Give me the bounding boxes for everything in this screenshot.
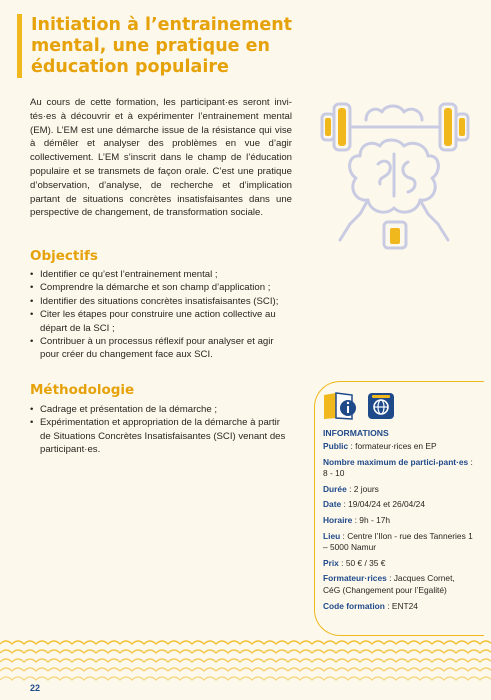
info-row (323, 601, 473, 613)
book-info-icon (322, 391, 362, 421)
brain-barbell-illustration (320, 92, 470, 252)
title-line: éducation populaire (31, 57, 229, 77)
wave-decoration (0, 636, 491, 684)
objectifs-heading: Objectifs (30, 248, 98, 264)
info-label: Code formation (323, 600, 385, 611)
info-list (323, 441, 473, 616)
info-row (323, 499, 473, 511)
list-item: • Citer les étapes pour construire une action collective au départ de la SCI ; (30, 308, 292, 335)
page-title (31, 15, 331, 78)
info-label: Prix (323, 557, 339, 568)
methodologie-heading: Méthodologie (30, 382, 135, 398)
info-label: Lieu (323, 530, 341, 541)
list-item: • Expérimentation et appropriation de la démarche à partir de Situations Concrètes Insatisfaisantes (SCI) venant des participant·es. (30, 416, 292, 456)
title-line: mental, une pratique en (31, 36, 270, 56)
wave-line (0, 659, 491, 662)
list-item: • Identifier des situations concrètes insatisfaisantes (SCI); (30, 295, 292, 308)
title-accent-bar (17, 14, 22, 78)
intro-paragraph: Au cours de cette formation, les participant·es seront invi-tés·es à découvrir et à expérimenter l’entrainement mental (EM). L’EM est une démarche issue de la résistance qui vise à démêler et analyser des problèmes en vue d’agir collectivement. L’EM s’inscrit dans le champ de l’éducation populaire et se transmets de façon orale. C’est une pratique d’observation, d’analyse, de recherche et d’implication partant de situations concrètes insatisfaisantes dans une perspective de changement, de transformation sociale. (30, 97, 292, 219)
info-value: : 2 jours (346, 483, 379, 494)
info-value: : Jacques Cornet, CéG (Changement pour l’Egalité) (323, 573, 455, 595)
info-label: Durée (323, 483, 347, 494)
info-label: Public (323, 441, 349, 451)
info-row (323, 573, 473, 596)
wave-line (0, 641, 491, 644)
info-value: : 8 - 10 (323, 456, 473, 479)
info-label: Horaire (323, 514, 353, 525)
list-item: • Identifier ce qu’est l’entrainement mental ; (30, 268, 292, 281)
info-value: : 19/04/24 et 26/04/24 (341, 499, 425, 510)
info-value: : Centre l’Ilon - rue des Tanneries 1 – 5000 Namur (323, 530, 473, 553)
info-value: : formateur·rices en EP (348, 441, 437, 451)
info-row (323, 457, 473, 480)
wave-line (0, 677, 491, 680)
info-row (323, 441, 473, 453)
info-row (323, 558, 473, 570)
info-value: : 9h - 17h (352, 514, 391, 525)
info-row (323, 531, 473, 554)
list-item: • Contribuer à un processus réflexif pour analyser et agir pour créer du changement face aux SCI. (30, 335, 292, 362)
info-heading: INFORMATIONS (323, 428, 389, 438)
globe-web-icon (366, 391, 396, 421)
objectifs-list (30, 268, 292, 362)
title-line: Initiation à l’entrainement (31, 15, 293, 35)
page-number: 22 (30, 683, 41, 693)
info-label: Nombre maximum de partici-pant·es (323, 456, 469, 467)
info-row (323, 515, 473, 527)
info-value: : ENT24 (384, 600, 418, 611)
info-row (323, 484, 473, 496)
info-label: Formateur·rices (323, 573, 387, 584)
list-item: • Comprendre la démarche et son champ d’application ; (30, 281, 292, 294)
wave-line (0, 650, 491, 653)
list-item: • Cadrage et présentation de la démarche ; (30, 403, 292, 416)
wave-line (0, 668, 491, 671)
info-label: Date (323, 499, 342, 510)
methodologie-list (30, 403, 292, 457)
info-value: : 50 € / 35 € (338, 557, 386, 568)
